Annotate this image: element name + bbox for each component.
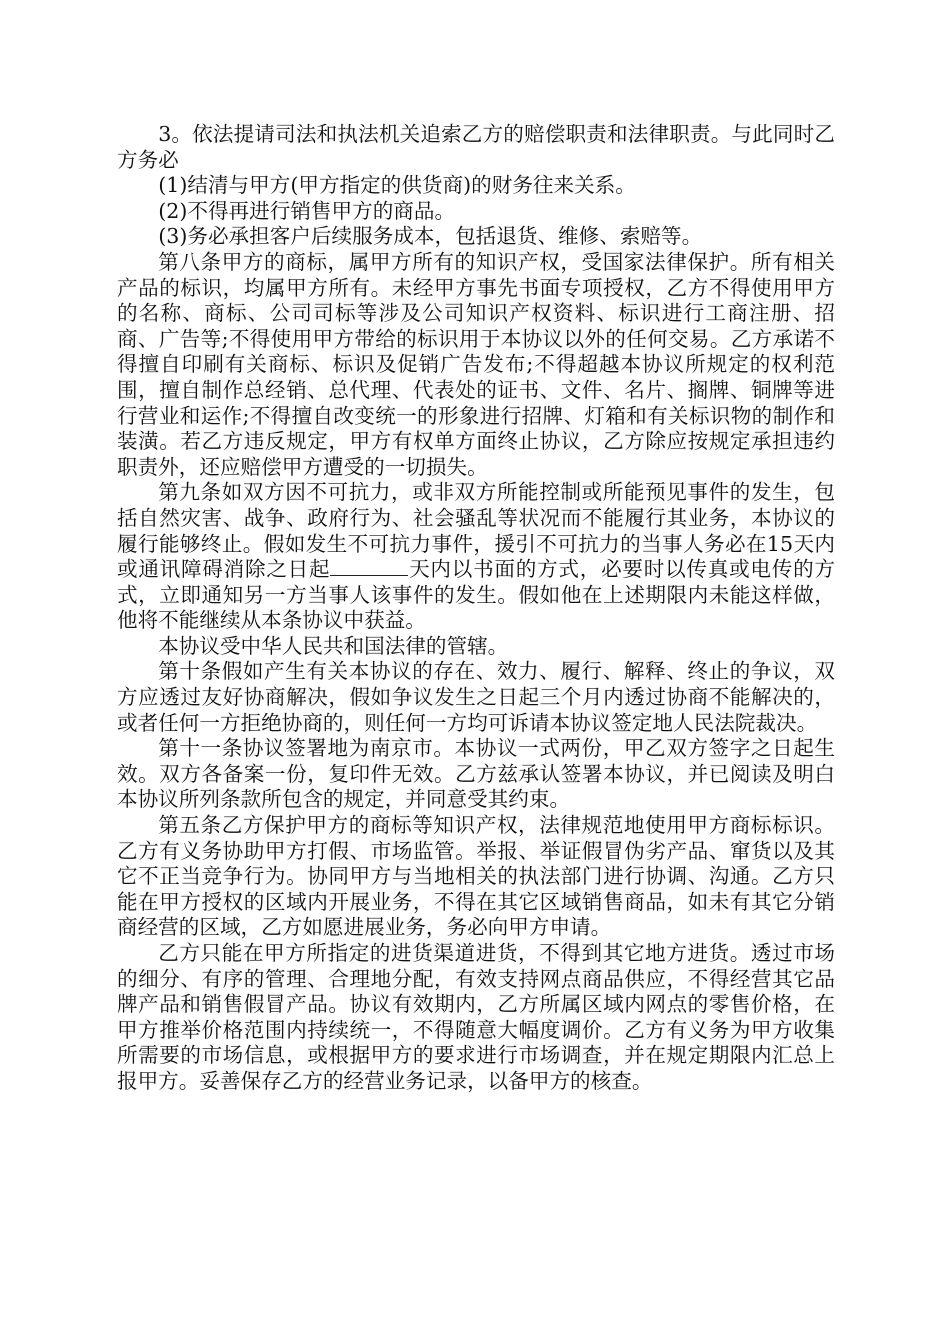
paragraph-supply-channel: 乙方只能在甲方所指定的进货渠道进货，不得到其它地方进货。透过市场的细分、有序的管理、合理地分配，有效支持网点商品供应，不得经营其它品牌产品和销售假冒产品。协议有效期内，乙方所属区域内网点的零售价格，在甲方推举价格范围内持续统一，不得随意大幅度调价。乙方有义务为甲方收集所需要的市场信息，或根据甲方的要求进行市场调查，并在规定期限内汇总上报甲方。妥善保存乙方的经营业务记录，以备甲方的核查。 <box>117 941 835 1093</box>
document-page <box>117 122 835 1095</box>
paragraph-clause-10: 第十条假如产生有关本协议的存在、效力、履行、解释、终止的争议，双方应透过友好协商解决，假如争议发生之日起三个月内透过协商不能解决的，或者任何一方拒绝协商的，则任何一方均可诉请本协议签定地人民法院裁决。 <box>117 659 835 735</box>
paragraph-clause-9 <box>117 480 835 634</box>
paragraph-sub-item-3: (3)务必承担客户后续服务成本，包括退货、维修、索赔等。 <box>158 224 703 249</box>
paragraph-clause-8: 第八条甲方的商标，属甲方所有的知识产权，受国家法律保护。所有相关产品的标识，均属甲方所有。未经甲方事先书面专项授权，乙方不得使用甲方的名称、商标、公司司标等涉及公司知识产权资料、标识进行工商注册、招商、广告等;不得使用甲方带给的标识用于本协议以外的任何交易。乙方承诺不得擅自印刷有关商标、标识及促销广告发布;不得超越本协议所规定的权利范围，擅自制作总经销、总代理、代表处的证书、文件、名片、搁牌、铜牌等进行营业和运作;不得擅自改变统一的形象进行招牌、灯箱和有关标识物的制作和装潢。若乙方违反规定，甲方有权单方面终止协议，乙方除应按规定承担违约职责外，还应赔偿甲方遭受的一切损失。 <box>117 249 835 479</box>
paragraph-sub-item-1: (1)结清与甲方(甲方指定的供货商)的财务往来关系。 <box>158 173 636 198</box>
paragraph-clause7-item3: 3。依法提请司法和执法机关追索乙方的赔偿职责和法律职责。与此同时乙方务必 <box>117 122 835 172</box>
clause9-text-before-blank: 第九条如双方因不可抗力，或非双方所能控制或所能预见事件的发生，包括自然灾害、战争、政府行为、社会骚乱等状况而不能履行其业务，本协议的履行能够终止。假如发生不可抗力事件，援引不可抗力的当事人务必在15天内或通讯障碍消除之日起 <box>117 480 835 582</box>
paragraph-governing-law: 本协议受中华人民共和国法律的管辖。 <box>158 633 509 658</box>
clause9-text-after-blank: 天内以书面的方式，必要时以传真或电传的方式，立即通知另一方当事人该事件的发生。假如他在上述期限内未能这样做，他将不能继续从本条协议中获益。 <box>117 557 836 633</box>
paragraph-clause-11: 第十一条协议签署地为南京市。本协议一式两份，甲乙双方签字之日起生效。双方各备案一份，复印件无效。乙方兹承认签署本协议，并已阅读及明白本协议所列条款所包含的规定，并同意受其约束。 <box>117 736 835 812</box>
fill-in-blank <box>330 557 408 576</box>
paragraph-clause-5: 第五条乙方保护甲方的商标等知识产权，法律规范地使用甲方商标标识。乙方有义务协助甲方打假、市场监管。举报、举证假冒伪劣产品、窜货以及其它不正当竞争行为。协同甲方与当地相关的执法部门进行协调、沟通。乙方只能在甲方授权的区域内开展业务，不得在其它区域销售商品，如未有其它分销商经营的区域，乙方如愿进展业务，务必向甲方申请。 <box>117 813 835 940</box>
paragraph-sub-item-2: (2)不得再进行销售甲方的商品。 <box>158 198 456 223</box>
